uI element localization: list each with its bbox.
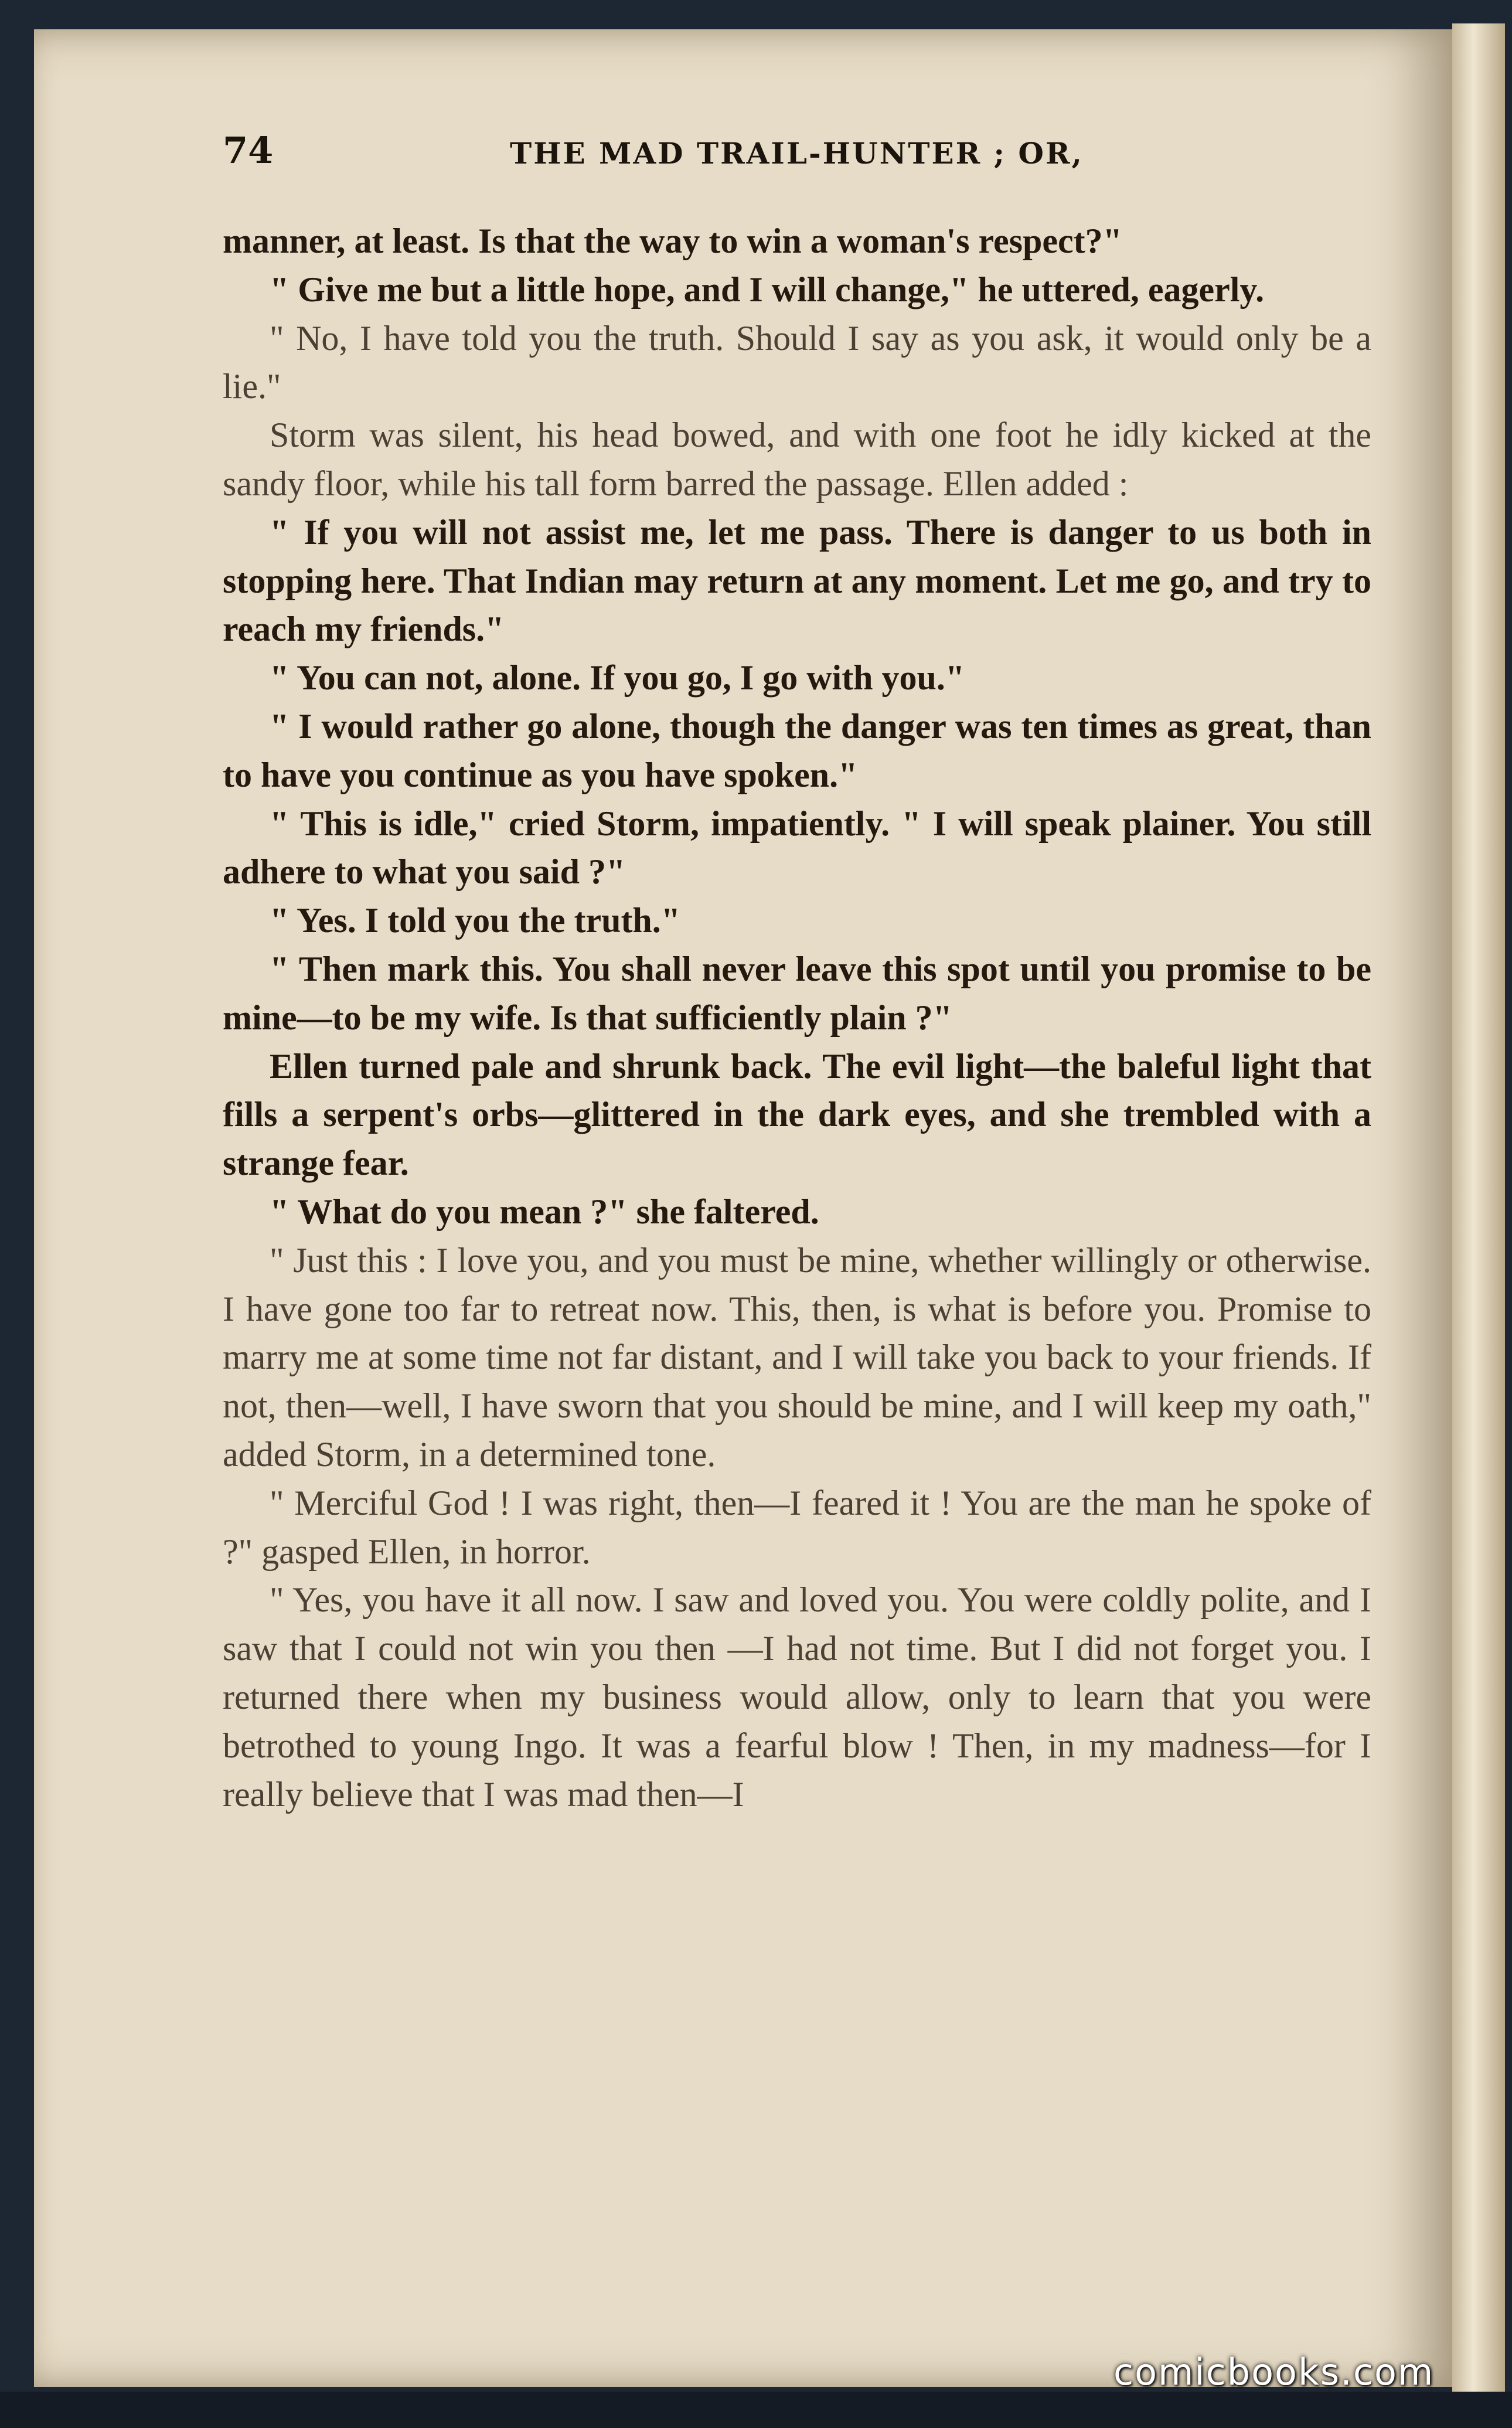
paragraph: " No, I have told you the truth. Should I say as you ask, it would only be a lie." <box>223 318 1371 406</box>
paragraph: " Just this : I love you, and you must be mine, whether willingly or otherwise. I have gone too far to retreat now. This, then, is what is before you. Promise to marry me at some time not far distant, and I will take you back to your friends. If not, then—well, I have sworn that you should be mine, and I will keep my oath," added Storm, in a determined tone. <box>223 1240 1371 1474</box>
page-number: 74 <box>223 129 274 172</box>
paragraph: " Then mark this. You shall never leave this spot until you promise to be mine—to be my wife. Is that sufficiently plain ?" <box>223 949 1371 1037</box>
paragraph: " I would rather go alone, though the danger was ten times as great, than to have you continue as you have spoken." <box>223 706 1371 794</box>
bottom-strip <box>0 2392 1512 2428</box>
paragraph: " If you will not assist me, let me pass. There is danger to us both in stopping here. That Indian may return at any moment. Let me go, and try to reach my friends." <box>223 512 1371 649</box>
paragraph: Ellen turned pale and shrunk back. The evil light—the baleful light that fills a serpent's orbs—glittered in the dark eyes, and she trembled with a strange fear. <box>223 1046 1371 1183</box>
paragraph: " You can not, alone. If you go, I go with you." <box>270 658 965 698</box>
paragraph: " This is idle," cried Storm, impatiently. " I will speak plainer. You still adhere to what you said ?" <box>223 804 1371 892</box>
paragraph: " Yes, you have it all now. I saw and loved you. You were coldly polite, and I saw that I could not win you then —I had not time. But I did not forget you. I returned there when my business would allow, only to learn that you were betrothed to young Ingo. It was a fearful blow ! Then, in my madness—for I really believe that I was mad then—I <box>223 1580 1371 1814</box>
body-text <box>223 217 1371 1818</box>
paragraph: " Merciful God ! I was right, then—I feared it ! You are the man he spoke of ?" gasped Ellen, in horror. <box>223 1483 1371 1571</box>
page-header <box>223 129 1395 182</box>
paragraph: " Give me but a little hope, and I will change," he uttered, eagerly. <box>270 270 1265 309</box>
page-edge <box>1452 23 1505 2392</box>
paragraph: manner, at least. Is that the way to win a woman's respect?" <box>223 222 1122 260</box>
paragraph: Storm was silent, his head bowed, and with one foot he idly kicked at the sandy floor, while his tall form barred the passage. Ellen added : <box>223 416 1371 503</box>
paragraph: " Yes. I told you the truth." <box>270 901 681 940</box>
watermark: comicbooks.com <box>1113 2351 1435 2393</box>
paragraph: " What do you mean ?" she faltered. <box>270 1192 819 1231</box>
running-title: THE MAD TRAIL-HUNTER ; OR, <box>510 136 1084 171</box>
